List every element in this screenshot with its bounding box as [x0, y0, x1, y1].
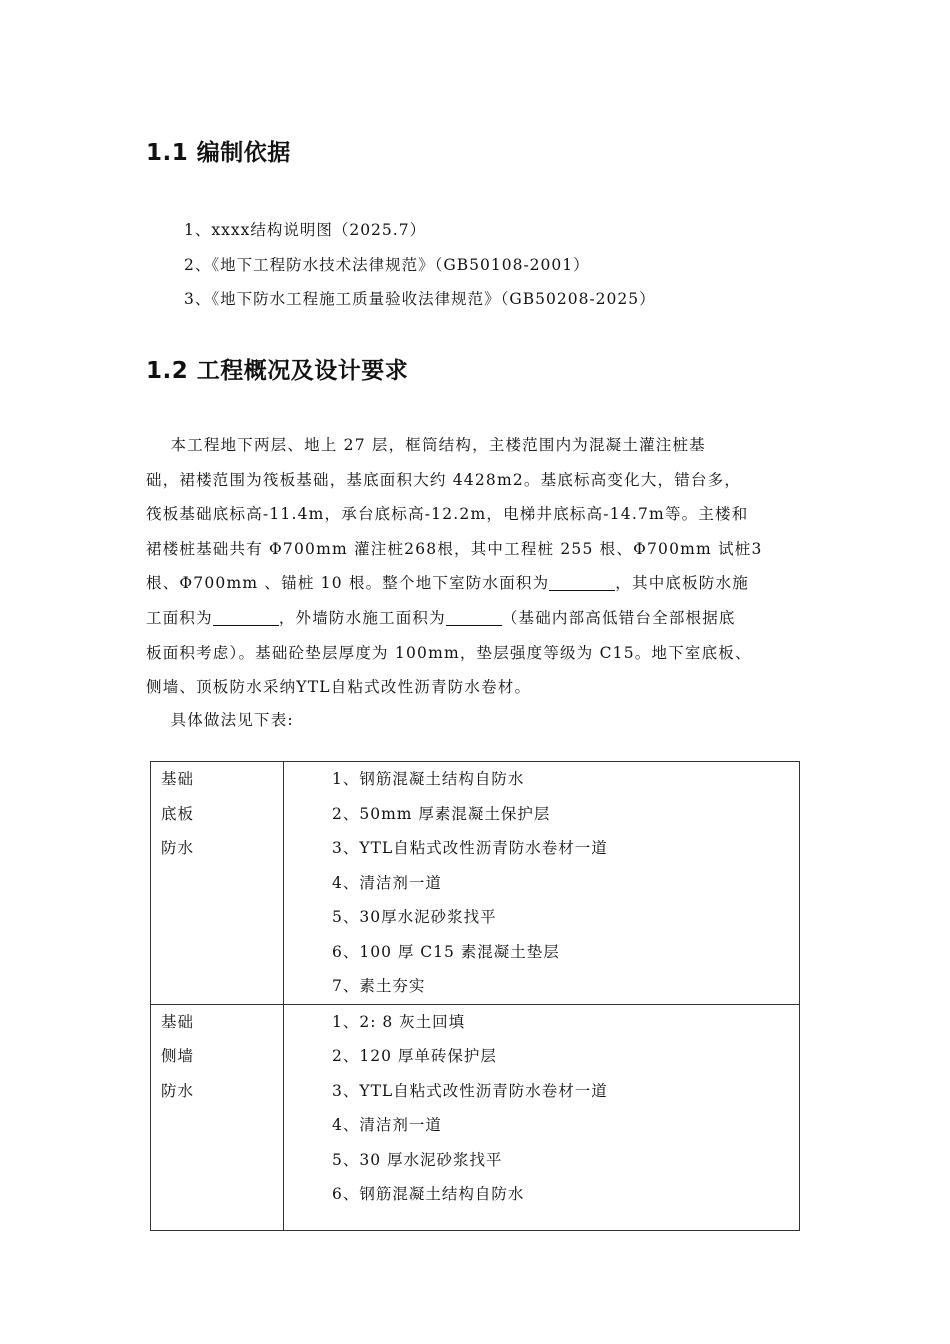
reference-item-2: 2、《地下工程防水技术法律规范》（GB50108-2001）	[184, 256, 590, 274]
paragraph-line: 裙楼桩基础共有 Φ700mm 灌注桩268根，其中工程桩 255 根、Φ700mm 试桩3	[146, 539, 763, 558]
layer-item: 1、2: 8 灰土回填	[332, 1012, 466, 1031]
waterproofing-table	[150, 761, 800, 1231]
row-label	[151, 762, 284, 1005]
row-label	[151, 1004, 284, 1230]
reference-item-1: 1、xxxx结构说明图（2025.7）	[184, 221, 427, 239]
layer-item: 1、钢筋混凝土结构自防水	[332, 770, 525, 788]
table-row-side-wall	[151, 1004, 800, 1230]
layer-item: 5、30 厚水泥砂浆找平	[332, 1150, 503, 1169]
layer-item: 4、清洁剂一道	[332, 873, 442, 892]
paragraph-text: 工面积为	[146, 608, 213, 627]
paragraph-text: ，外墙防水施工面积为	[278, 608, 446, 627]
label-line: 基础	[161, 1012, 195, 1031]
layer-item: 3、YTL自粘式改性沥青防水卷材一道	[332, 839, 608, 857]
label-line: 防水	[161, 839, 195, 857]
paragraph-line: 筏板基础底标高-11.4m，承台底标高-12.2m，电梯井底标高-14.7m等。主楼和	[146, 505, 749, 524]
label-line: 防水	[161, 1081, 195, 1100]
paragraph-line: 础，裙楼范围为筏板基础，基底面积大约 4428m2。基底标高变化大，错台多，	[146, 470, 742, 489]
fill-in-blank	[446, 607, 502, 626]
table-row-base-slab	[151, 762, 800, 1005]
layer-item: 6、100 厚 C15 素混凝土垫层	[332, 942, 560, 961]
section-heading-overview: 1.2 工程概况及设计要求	[146, 358, 409, 384]
row-items	[284, 762, 800, 1005]
layer-item: 5、30厚水泥砂浆找平	[332, 908, 497, 926]
section-heading-basis: 1.1 编制依据	[146, 140, 291, 166]
label-line: 基础	[161, 770, 195, 788]
paragraph-text: ，其中底板防水施	[615, 574, 749, 593]
layer-item: 3、YTL自粘式改性沥青防水卷材一道	[332, 1081, 608, 1100]
label-line: 侧墙	[161, 1047, 195, 1065]
layer-item: 7、素土夯实	[332, 977, 426, 995]
label-line: 底板	[161, 804, 195, 823]
layer-item: 4、清洁剂一道	[332, 1116, 442, 1134]
layer-item: 2、50mm 厚素混凝土保护层	[332, 804, 551, 823]
paragraph-line: 板面积考虑）。基础砼垫层厚度为 100mm，垫层强度等级为 C15。地下室底板、	[146, 643, 752, 662]
table-intro: 具体做法见下表:	[146, 710, 294, 729]
layer-item: 6、钢筋混凝土结构自防水	[332, 1185, 525, 1203]
layer-item: 2、120 厚单砖保护层	[332, 1047, 497, 1065]
fill-in-blank	[549, 572, 615, 591]
fill-in-blank	[213, 607, 279, 626]
paragraph-line: 本工程地下两层、地上 27 层，框筒结构，主楼范围内为混凝土灌注桩基	[146, 436, 706, 454]
paragraph-line	[146, 601, 826, 636]
paragraph-line: 侧墙、顶板防水采纳YTL自粘式改性沥青防水卷材。	[146, 678, 532, 697]
table-bottom-spacer	[332, 1212, 799, 1230]
paragraph-text: （基础内部高低错台全部根据底	[501, 608, 736, 627]
paragraph-text: 根、Φ700mm 、锚桩 10 根。整个地下室防水面积为	[146, 574, 550, 593]
overview-paragraph	[146, 428, 826, 735]
reference-item-3: 3、《地下防水工程施工质量验收法律规范》（GB50208-2025）	[184, 290, 656, 308]
paragraph-line	[146, 566, 826, 601]
row-items	[284, 1004, 800, 1230]
